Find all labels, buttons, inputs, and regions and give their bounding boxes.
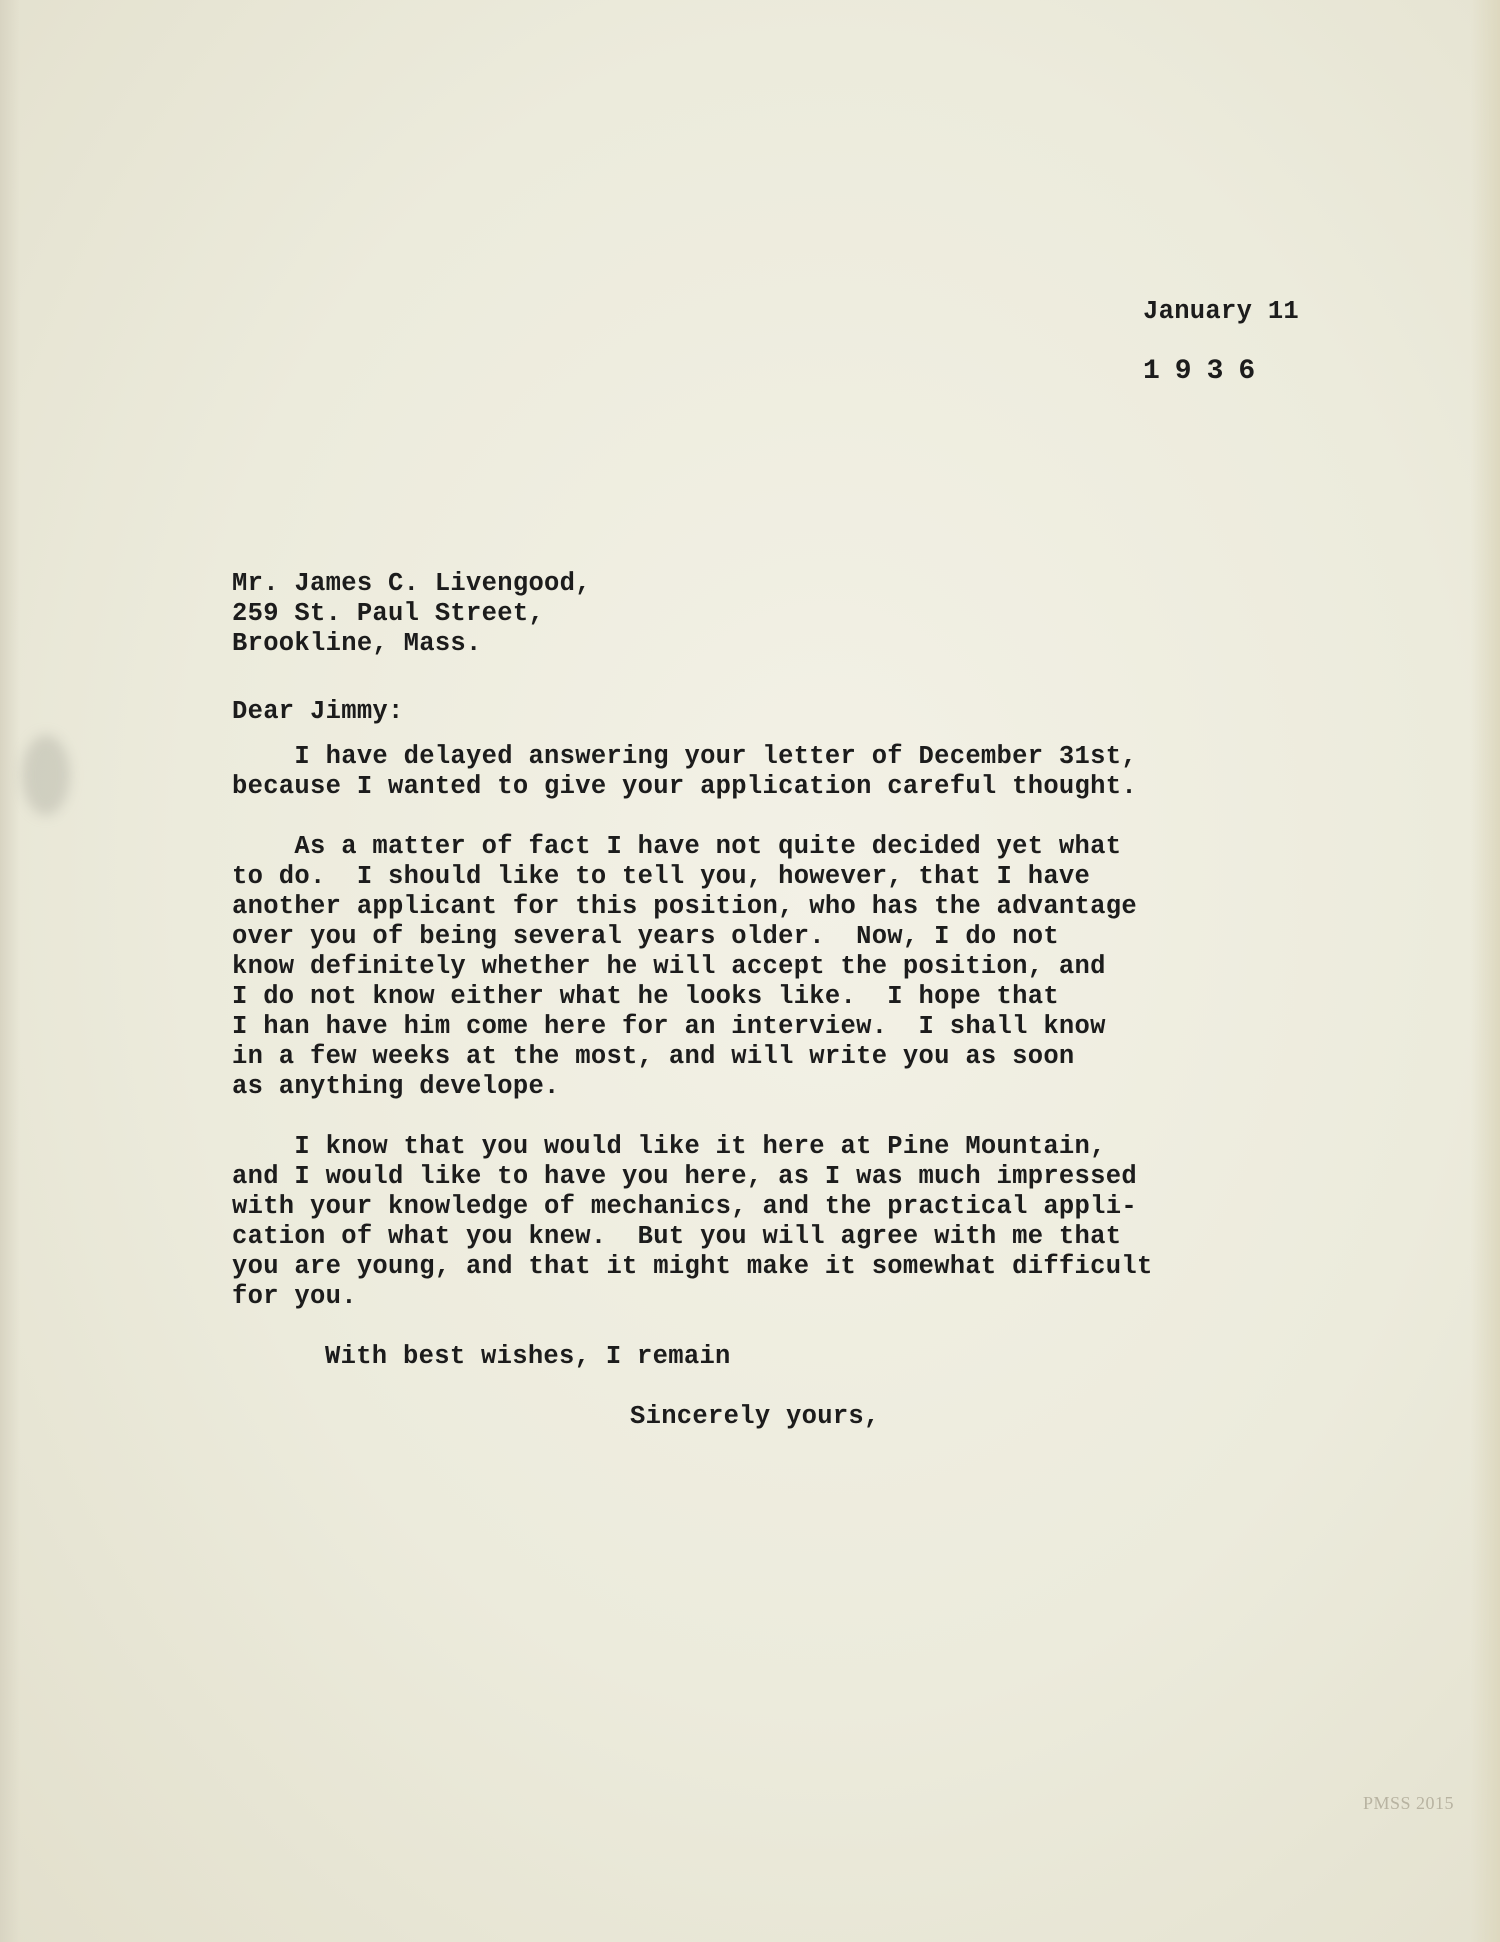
recipient-city: Brookline, Mass.: [232, 629, 482, 658]
page-edge-tint: [1470, 0, 1500, 1942]
paragraph-2-line: I han have him come here for an interview. I shall know: [232, 1012, 1106, 1041]
paragraph-3-line: you are young, and that it might make it somewhat difficult: [232, 1252, 1153, 1281]
salutation: Dear Jimmy:: [232, 697, 404, 726]
paragraph-1-line: I have delayed answering your letter of December 31st,: [232, 742, 1137, 771]
closing-line: With best wishes, I remain: [325, 1342, 731, 1371]
paragraph-3-line: for you.: [232, 1282, 357, 1311]
paragraph-3-line: cation of what you knew. But you will agree with me that: [232, 1222, 1122, 1251]
paragraph-2-line: As a matter of fact I have not quite decided yet what: [232, 832, 1122, 861]
page-edge-shadow: [0, 0, 20, 1942]
recipient-name: Mr. James C. Livengood,: [232, 569, 591, 598]
paragraph-3-line: and I would like to have you here, as I was much impressed: [232, 1162, 1137, 1191]
archive-watermark: PMSS 2015: [1362, 1793, 1454, 1813]
paragraph-2-line: over you of being several years older. Now, I do not: [232, 922, 1059, 951]
paragraph-3-line: with your knowledge of mechanics, and the practical appli-: [232, 1192, 1137, 1221]
recipient-street: 259 St. Paul Street,: [232, 599, 545, 628]
date-year: 1936: [1143, 356, 1271, 387]
paragraph-2-line: know definitely whether he will accept the position, and: [232, 952, 1106, 981]
paragraph-2-line: in a few weeks at the most, and will write you as soon: [232, 1042, 1075, 1071]
paragraph-2-line: to do. I should like to tell you, however, that I have: [232, 862, 1091, 891]
paragraph-2-line: I do not know either what he looks like. I hope that: [232, 982, 1059, 1011]
paper-smudge: [22, 735, 70, 815]
paragraph-2-line: another applicant for this position, who has the advantage: [232, 892, 1137, 921]
paragraph-1-line: because I wanted to give your application careful thought.: [232, 772, 1137, 801]
paragraph-2-line: as anything develope.: [232, 1072, 560, 1101]
signoff: Sincerely yours,: [630, 1402, 880, 1431]
date-month-day: January 11: [1143, 297, 1300, 326]
paragraph-3-line: I know that you would like it here at Pine Mountain,: [232, 1132, 1106, 1161]
